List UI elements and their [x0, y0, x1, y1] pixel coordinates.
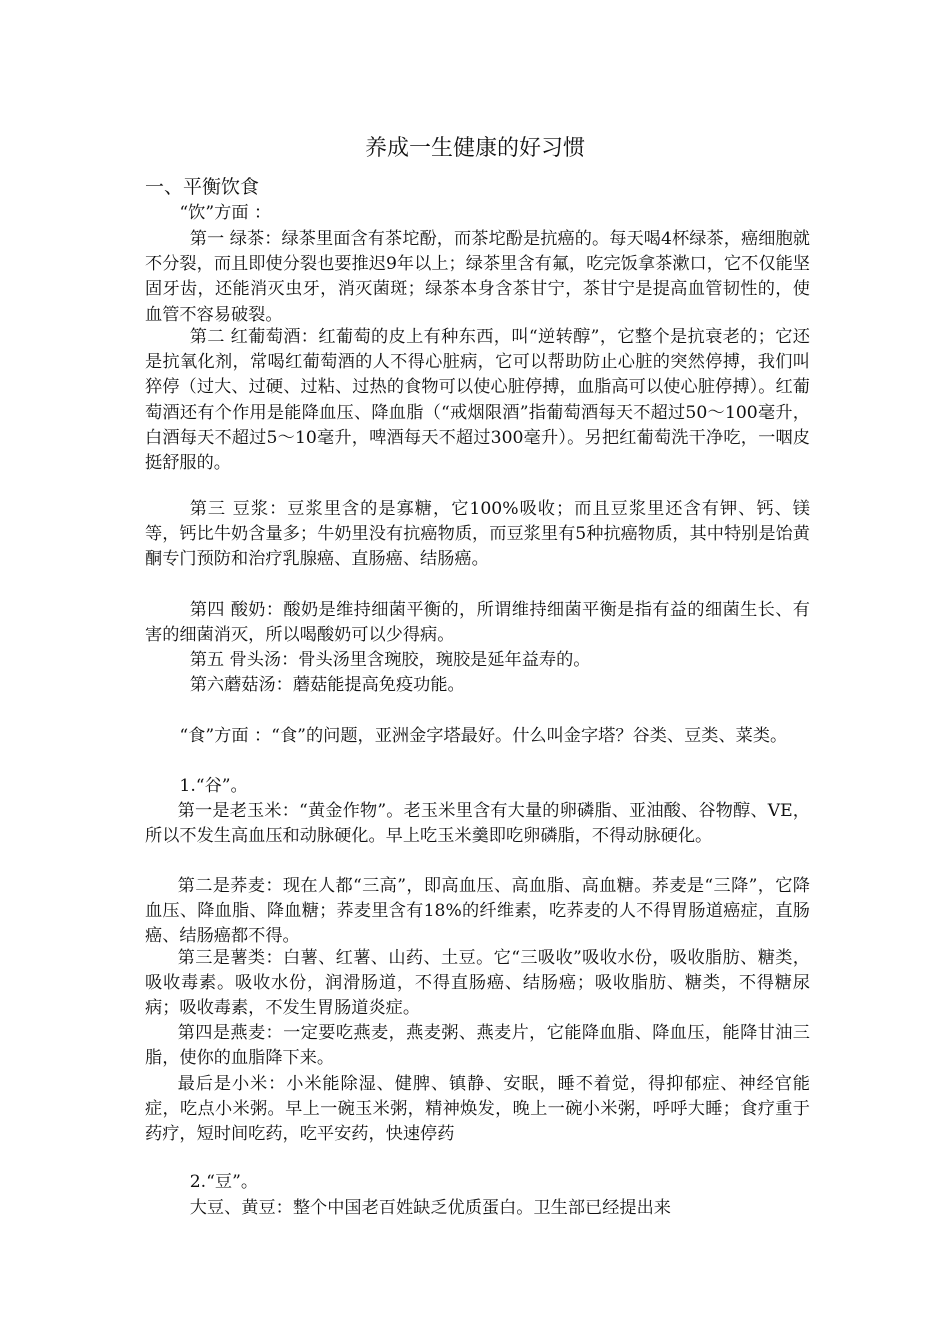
food-intro: “食”方面 ：“食”的问题，亚洲金字塔最好。什么叫金字塔？谷类、豆类、菜类。 — [179, 726, 788, 746]
paragraph-tubers: 第三是薯类：白薯、红薯、山药、土豆。它“三吸收”吸收水份，吸收脂肪、糖类，吸收毒素。吸收水份，润滑肠道，不得直肠癌、结肠癌；吸收脂肪、糖类，不得糖尿病；吸收毒素，不发生胃肠道炎症。 — [145, 948, 810, 1019]
paragraph-bone-soup: 第五 骨头汤：骨头汤里含琬胶，琬胶是延年益寿的。 — [189, 650, 591, 670]
paragraph-mushroom-soup: 第六蘑菇汤：蘑菇能提高免疫功能。 — [189, 675, 465, 695]
page-title: 养成一生健康的好习惯 — [364, 136, 585, 161]
paragraph-green-tea: 第一 绿茶：绿茶里面含有茶坨酚，而茶坨酚是抗癌的。每天喝4杯绿茶，癌细胞就不分裂，而且即使分裂也要推迟9年以上；绿茶里含有氟，吃完饭拿茶漱口，它不仅能坚固牙齿，还能消灭虫牙，消灭菌斑；绿茶本身含茶甘宁，茶甘宁是提高血管韧性的，使血管不容易破裂。 — [145, 229, 810, 325]
paragraph-red-wine: 第二 红葡萄酒：红葡萄的皮上有种东西，叫“逆转醇”，它整个是抗衰老的；它还是抗氧化剂，常喝红葡萄酒的人不得心脏病，它可以帮助防止心脏的突然停搏，我们叫猝停（过大、过硬、过粘、过热的食物可以使心脏停搏，血脂高可以使心脏停搏）。红葡萄酒还有个作用是能降血压、降血脂（“戒烟限酒”指葡萄酒每天不超过50～100毫升，白酒每天不超过5～10毫升，啤酒每天不超过300毫升）。另把红葡萄洗干净吃，一咽皮挺舒服的。 — [145, 327, 810, 474]
paragraph-soy-milk: 第三 豆浆：豆浆里含的是寡糖，它100%吸收；而且豆浆里还含有钾、钙、镁等，钙比牛奶含量多；牛奶里没有抗癌物质，而豆浆里有5种抗癌物质，其中特别是饴黄酮专门预防和治疗乳腺癌、直肠癌、结肠癌。 — [145, 499, 810, 570]
section-heading-balanced-diet: 一、平衡饮食 — [145, 176, 260, 198]
paragraph-oats: 第四是燕麦：一定要吃燕麦，燕麦粥、燕麦片，它能降血脂、降血压，能降甘油三脂，使你的血脂降下来。 — [145, 1023, 810, 1069]
paragraph-millet: 最后是小米：小米能除湿、健脾、镇静、安眠，睡不着觉，得抑郁症、神经官能症，吃点小米粥。早上一碗玉米粥，精神焕发，晚上一碗小米粥，呼呼大睡；食疗重于药疗，短时间吃药，吃平安药，快速停药 — [145, 1074, 810, 1145]
paragraph-corn: 第一是老玉米：“黄金作物”。老玉米里含有大量的卵磷脂、亚油酸、谷物醇、VE，所以不发生高血压和动脉硬化。早上吃玉米羹即吃卵磷脂，不得动脉硬化。 — [145, 801, 810, 847]
paragraph-buckwheat: 第二是荞麦：现在人都“三高”，即高血压、高血脂、高血糖。荞麦是“三降”，它降血压、降血脂、降血糖；荞麦里含有18%的纤维素，吃荞麦的人不得胃肠道癌症，直肠癌、结肠癌都不得。 — [145, 876, 810, 947]
grain-heading: 1.“谷”。 — [179, 776, 248, 796]
bean-heading: 2.“豆”。 — [189, 1172, 259, 1192]
paragraph-soybean: 大豆、黄豆：整个中国老百姓缺乏优质蛋白。卫生部已经提出来 — [189, 1198, 671, 1218]
paragraph-yogurt: 第四 酸奶：酸奶是维持细菌平衡的，所谓维持细菌平衡是指有益的细菌生长、有害的细菌消灭，所以喝酸奶可以少得病。 — [145, 600, 810, 646]
drink-heading: “饮”方面 ： — [179, 203, 272, 223]
